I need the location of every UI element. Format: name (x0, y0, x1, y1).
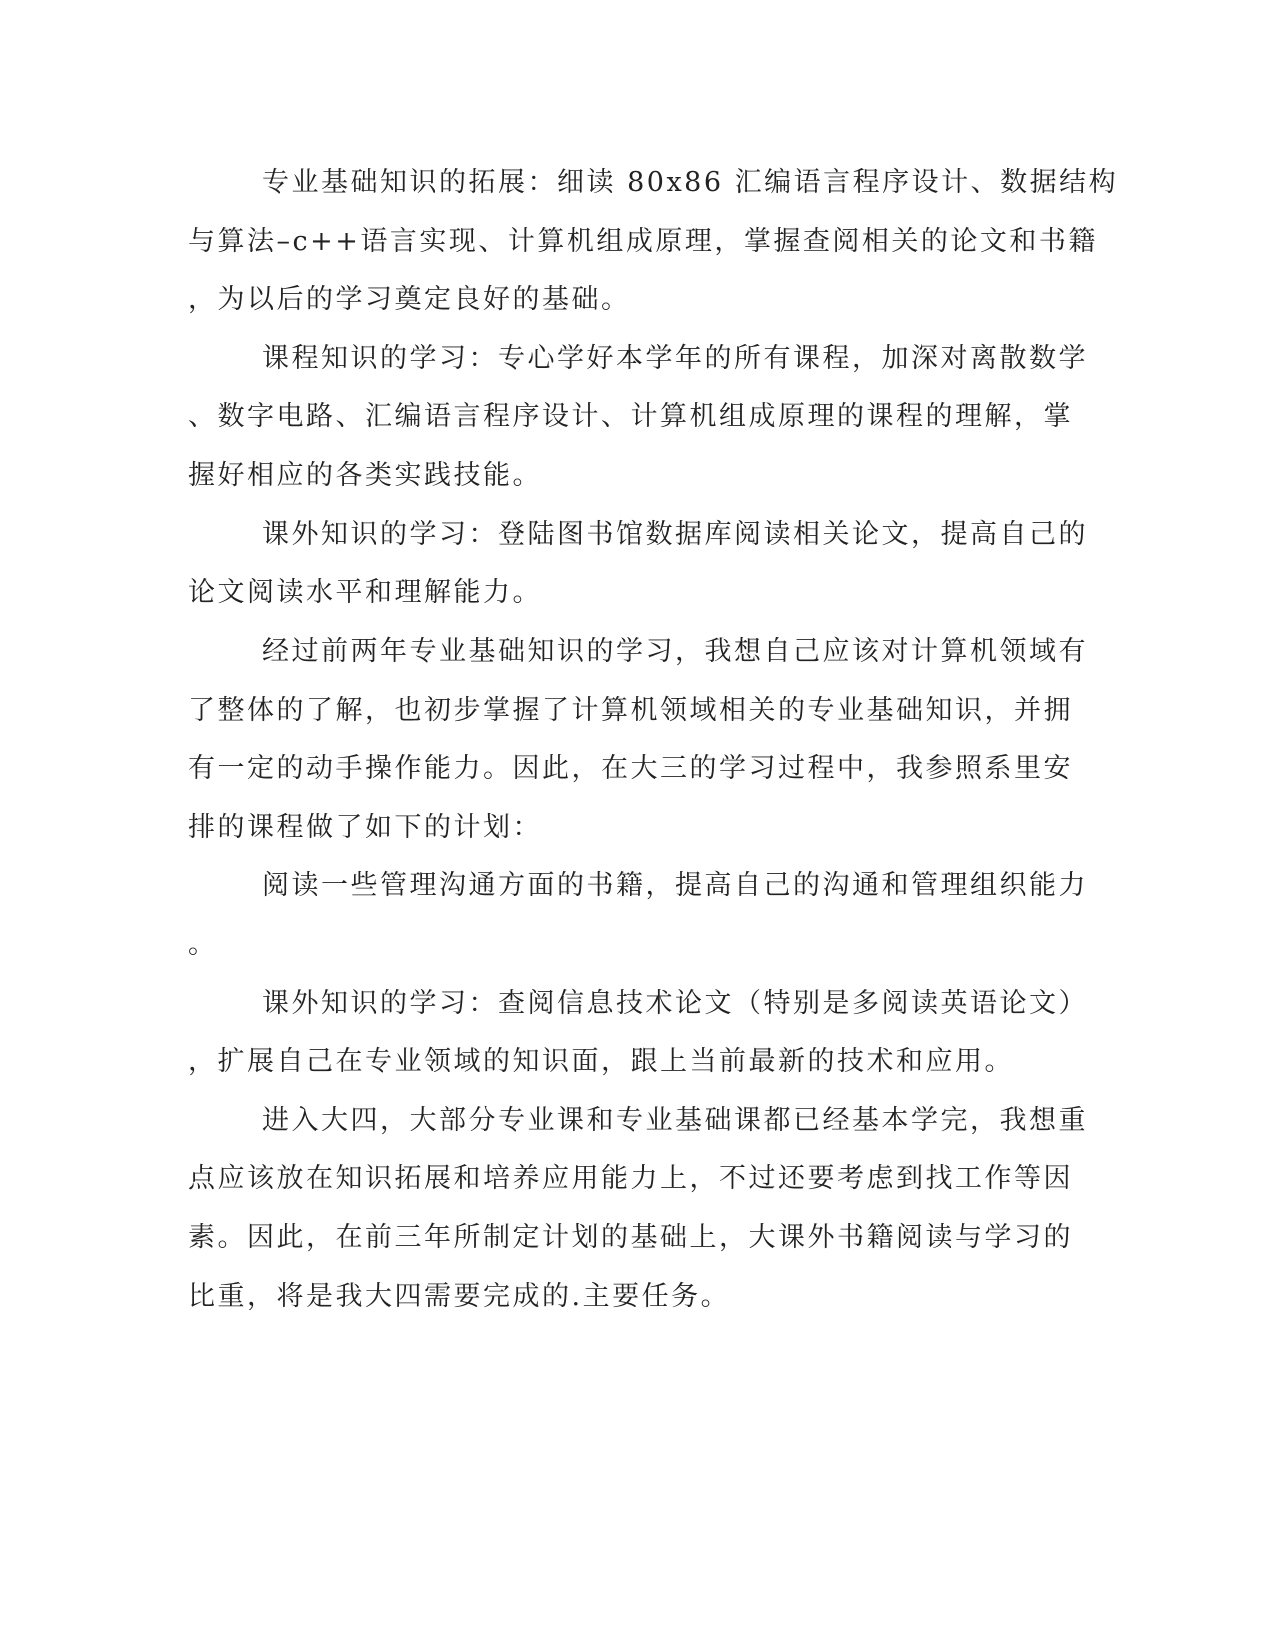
paragraph-line: 。 (188, 929, 218, 960)
paragraph-line: 课外知识的学习：查阅信息技术论文（特别是多阅读英语论文） (262, 988, 1088, 1019)
paragraph-line: 、数字电路、汇编语言程序设计、计算机组成原理的课程的理解，掌 (188, 401, 1073, 432)
paragraph-line: 阅读一些管理沟通方面的书籍，提高自己的沟通和管理组织能力 (262, 870, 1088, 901)
paragraph-line: 课外知识的学习：登陆图书馆数据库阅读相关论文，提高自己的 (262, 519, 1088, 550)
paragraph-line: ，扩展自己在专业领域的知识面，跟上当前最新的技术和应用。 (188, 1046, 1014, 1077)
paragraph-line: 握好相应的各类实践技能。 (188, 460, 542, 491)
paragraph-line: 与算法–c++语言实现、计算机组成原理，掌握查阅相关的论文和书籍 (188, 226, 1098, 257)
paragraph-line: 论文阅读水平和理解能力。 (188, 577, 542, 608)
paragraph-line: 有一定的动手操作能力。因此，在大三的学习过程中，我参照系里安 (188, 753, 1073, 784)
paragraph-line: 了整体的了解，也初步掌握了计算机领域相关的专业基础知识，并拥 (188, 695, 1073, 726)
paragraph-line: 素。因此，在前三年所制定计划的基础上，大课外书籍阅读与学习的 (188, 1222, 1073, 1253)
paragraph-line: 点应该放在知识拓展和培养应用能力上，不过还要考虑到找工作等因 (188, 1163, 1073, 1194)
paragraph-line: 经过前两年专业基础知识的学习，我想自己应该对计算机领域有 (262, 636, 1088, 667)
paragraph-line: 比重，将是我大四需要完成的.主要任务。 (188, 1281, 731, 1312)
paragraph-line: 进入大四，大部分专业课和专业基础课都已经基本学完，我想重 (262, 1105, 1088, 1136)
paragraph-line: ，为以后的学习奠定良好的基础。 (188, 284, 631, 315)
paragraph-line: 课程知识的学习：专心学好本学年的所有课程，加深对离散数学 (262, 343, 1088, 374)
paragraph-line: 排的课程做了如下的计划： (188, 812, 542, 843)
paragraph-line: 专业基础知识的拓展：细读 80x86 汇编语言程序设计、数据结构 (262, 167, 1119, 198)
